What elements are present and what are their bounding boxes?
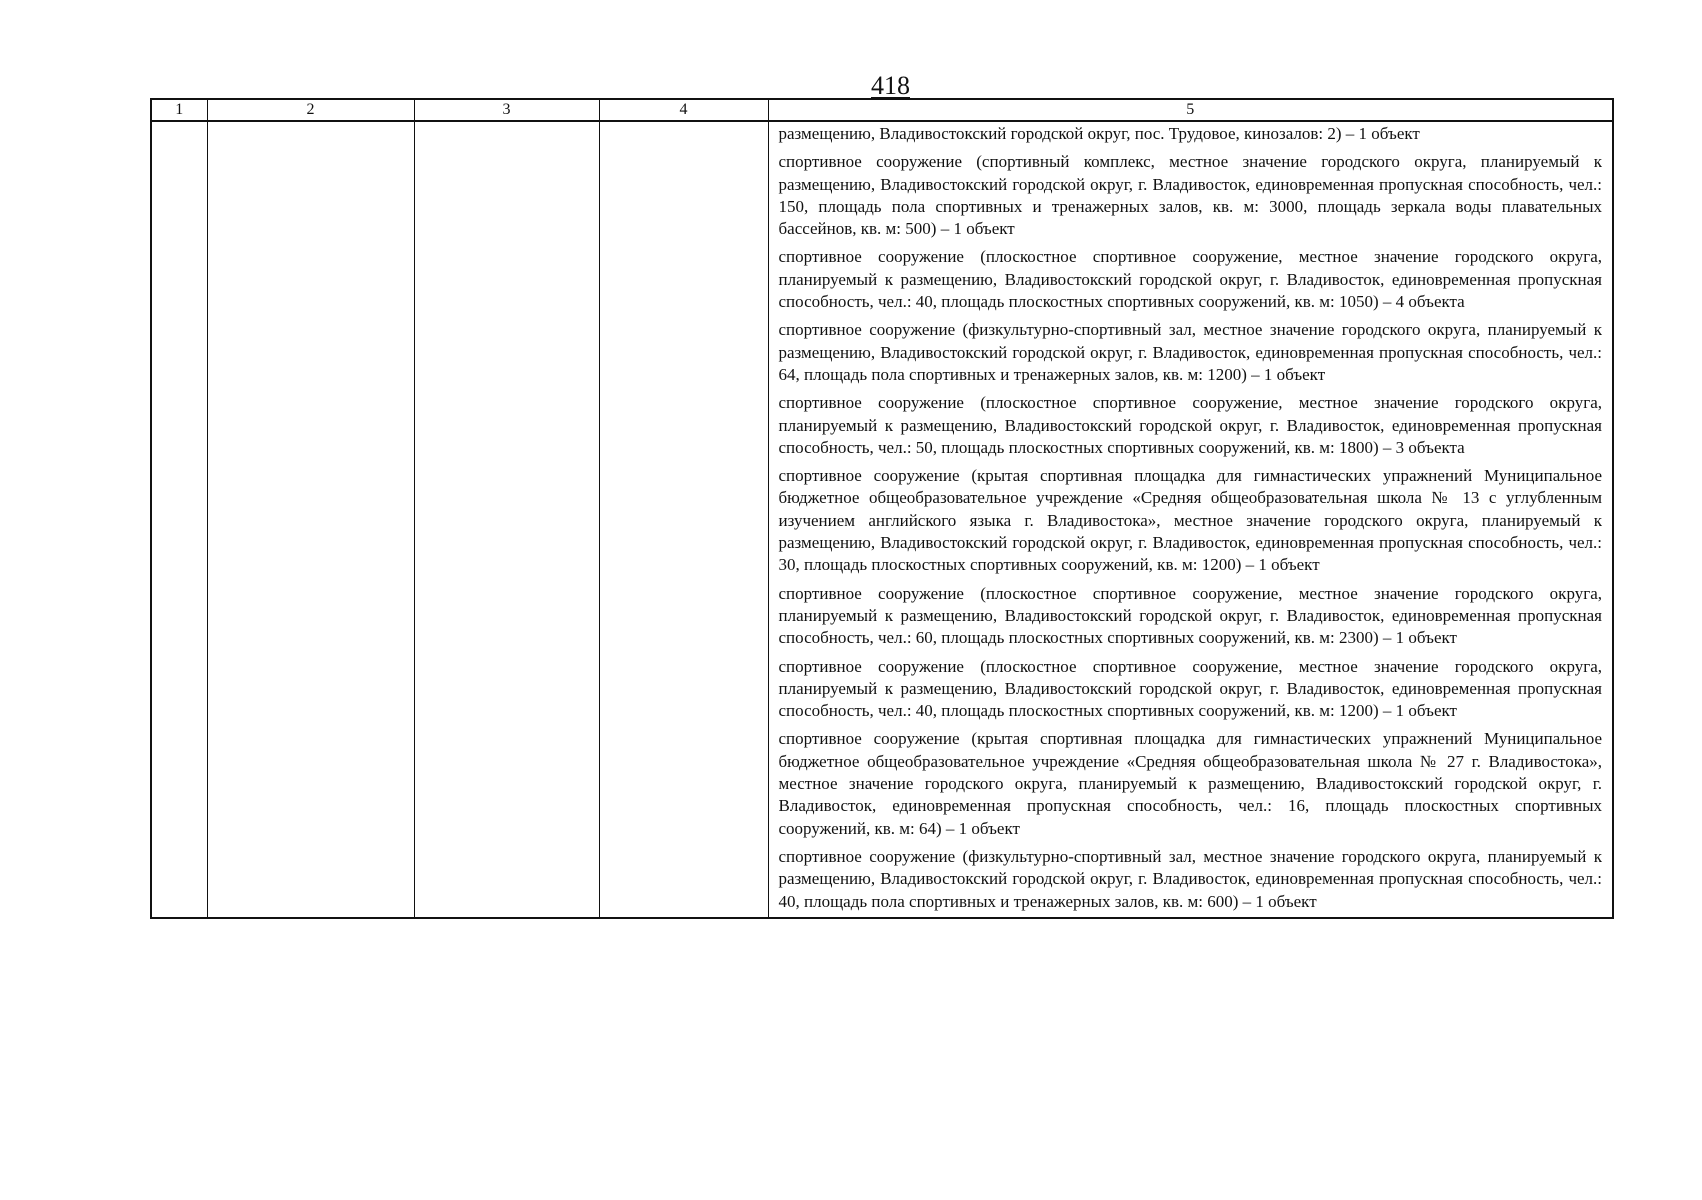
empty-cell-col-3: [414, 121, 599, 918]
page-number: 418: [871, 71, 910, 100]
column-header-2: 2: [207, 99, 414, 121]
empty-cell-col-1: [151, 121, 207, 918]
list-item: спортивное сооружение (спортивный комплекс, местное значение городского округа, планируемый к размещению, Владивостокский городской округ, г. Владивосток, единовременная пропускная способность, чел.: 150, площадь пола спортивных и тренажерных залов, кв. м: 3000, площадь зеркала воды плавательных бассейнов, кв. м: 500) – 1 объект: [778, 152, 1602, 239]
empty-cell-col-2: [207, 121, 414, 918]
list-item: спортивное сооружение (плоскостное спортивное сооружение, местное значение городского округа, планируемый к размещению, Владивостокский городской округ, г. Владивосток, единовременная пропускная способность, чел.: 40, площадь плоскостных спортивных сооружений, кв. м: 1050) – 4 объекта: [778, 247, 1602, 312]
list-item: спортивное сооружение (физкультурно-спортивный зал, местное значение городского округа, планируемый к размещению, Владивостокский городской округ, г. Владивосток, единовременная пропускная способность, чел.: 40, площадь пола спортивных и тренажерных залов, кв. м: 600) – 1 объект: [778, 846, 1602, 911]
column-header-5: 5: [768, 99, 1613, 121]
list-item: спортивное сооружение (плоскостное спортивное сооружение, местное значение городского округа, планируемый к размещению, Владивостокский городской округ, г. Владивосток, единовременная пропускная способность, чел.: 50, площадь плоскостных спортивных сооружений, кв. м: 1800) – 3 объекта: [778, 393, 1602, 457]
column-header-1: 1: [151, 99, 207, 121]
list-item: спортивное сооружение (плоскостное спортивное сооружение, местное значение городского округа, планируемый к размещению, Владивостокский городской округ, г. Владивосток, единовременная пропускная способность, чел.: 40, площадь плоскостных спортивных сооружений, кв. м: 1200) – 1 объект: [778, 656, 1602, 721]
header-row: [151, 99, 1613, 121]
list-item: спортивное сооружение (крытая спортивная площадка для гимнастических упражнений Муниципальное бюджетное общеобразовательное учреждение «Средняя общеобразовательная школа № 27 г. Владивостока», местное значение городского округа, планируемый к размещению, Владивостокский городской округ, г. Владивосток, единовременная пропускная способность, чел.: 16, площадь плоскостных спортивных сооружений, кв. м: 64) – 1 объект: [778, 729, 1602, 838]
objects-table: [150, 98, 1614, 919]
column-header-3: 3: [414, 99, 599, 121]
entries-cell: [768, 121, 1613, 918]
list-item: спортивное сооружение (плоскостное спортивное сооружение, местное значение городского округа, планируемый к размещению, Владивостокский городской округ, г. Владивосток, единовременная пропускная способность, чел.: 60, площадь плоскостных спортивных сооружений, кв. м: 2300) – 1 объект: [778, 583, 1602, 648]
empty-cell-col-4: [599, 121, 768, 918]
list-item: спортивное сооружение (крытая спортивная площадка для гимнастических упражнений Муниципальное бюджетное общеобразовательное учреждение «Средняя общеобразовательная школа № 13 с углубленным изучением английского языка г. Владивостока», местное значение городского округа, планируемый к размещению, Владивостокский городской округ, г. Владивосток, единовременная пропускная способность, чел.: 30, площадь плоскостных спортивных сооружений, кв. м: 1200) – 1 объект: [778, 466, 1602, 575]
document-table: [150, 98, 1612, 919]
column-header-4: 4: [599, 99, 768, 121]
list-item: спортивное сооружение (физкультурно-спортивный зал, местное значение городского округа, планируемый к размещению, Владивостокский городской округ, г. Владивосток, единовременная пропускная способность, чел.: 64, площадь пола спортивных и тренажерных залов, кв. м: 1200) – 1 объект: [778, 320, 1602, 384]
table-row: [151, 121, 1613, 918]
list-item: размещению, Владивостокский городской округ, пос. Трудовое, кинозалов: 2) – 1 объект: [778, 124, 1420, 143]
